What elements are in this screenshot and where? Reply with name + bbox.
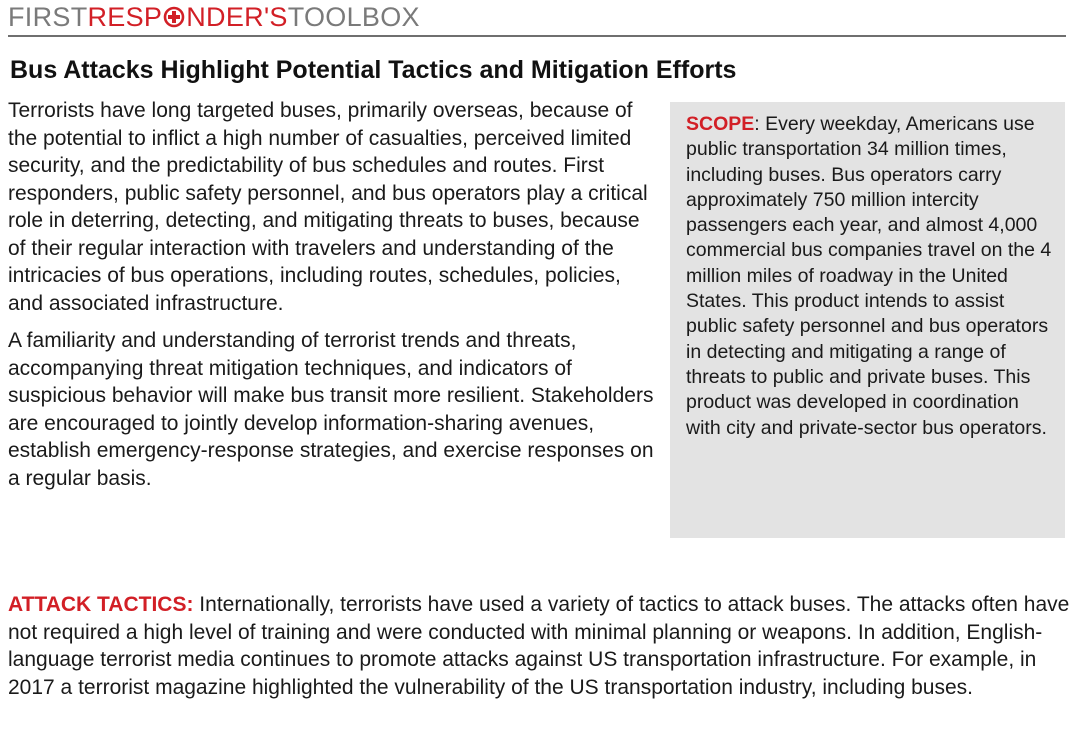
- red-cross-o-icon: [163, 6, 185, 28]
- attack-tactics-label: ATTACK TACTICS:: [8, 593, 194, 616]
- intro-paragraph-2: A familiarity and understanding of terrorist trends and threats, accompanying threat mitigation techniques, and indicators of suspicious behavior will make bus transit more resilient. Stakeholders are encouraged to jointly develop information-sharing avenues, establish emergency-response strategies, and exercise responses on a regular basis.: [8, 329, 654, 490]
- masthead-toolbox: TOOLBOX: [287, 2, 420, 32]
- masthead-nders: NDER'S: [186, 2, 288, 32]
- intro-column: [8, 97, 658, 502]
- attack-tactics-section: [8, 591, 1070, 701]
- attack-tactics-text: Internationally, terrorists have used a variety of tactics to attack buses. The attacks often have not required a high level of training and were conducted with minimal planning or weapons. In addition, English-language terrorist media continues to promote attacks against US transportation infrastructure. For example, in 2017 a terrorist magazine highlighted the vulnerability of the US transportation industry, including buses.: [8, 593, 1070, 699]
- scope-text: : Every weekday, Americans use public transportation 34 million times, including buses. Bus operators carry approximately 750 million intercity passengers each year, and almost 4,000 commercial bus companies travel on the 4 million miles of roadway in the United States. This product intends to assist public safety personnel and bus operators in detecting and mitigating a range of threats to public and private buses. This product was developed in coordination with city and private-sector bus operators.: [686, 113, 1052, 439]
- intro-paragraph-1: Terrorists have long targeted buses, primarily overseas, because of the potential to inflict a high number of casualties, perceived limited security, and the predictability of bus schedules and routes. First responders, public safety personnel, and bus operators play a critical role in deterring, detecting, and mitigating threats to buses, because of their regular interaction with travelers and understanding of the intricacies of bus operations, including routes, schedules, policies, and associated infrastructure.: [8, 99, 648, 315]
- scope-label: SCOPE: [686, 113, 755, 135]
- masthead-first: FIRST: [8, 2, 88, 32]
- scope-box: [670, 102, 1065, 538]
- page-title: Bus Attacks Highlight Potential Tactics and Mitigation Efforts: [10, 56, 737, 84]
- masthead-resp: RESP: [87, 2, 163, 32]
- header-rule: [8, 35, 1066, 37]
- masthead-logo: [8, 0, 420, 34]
